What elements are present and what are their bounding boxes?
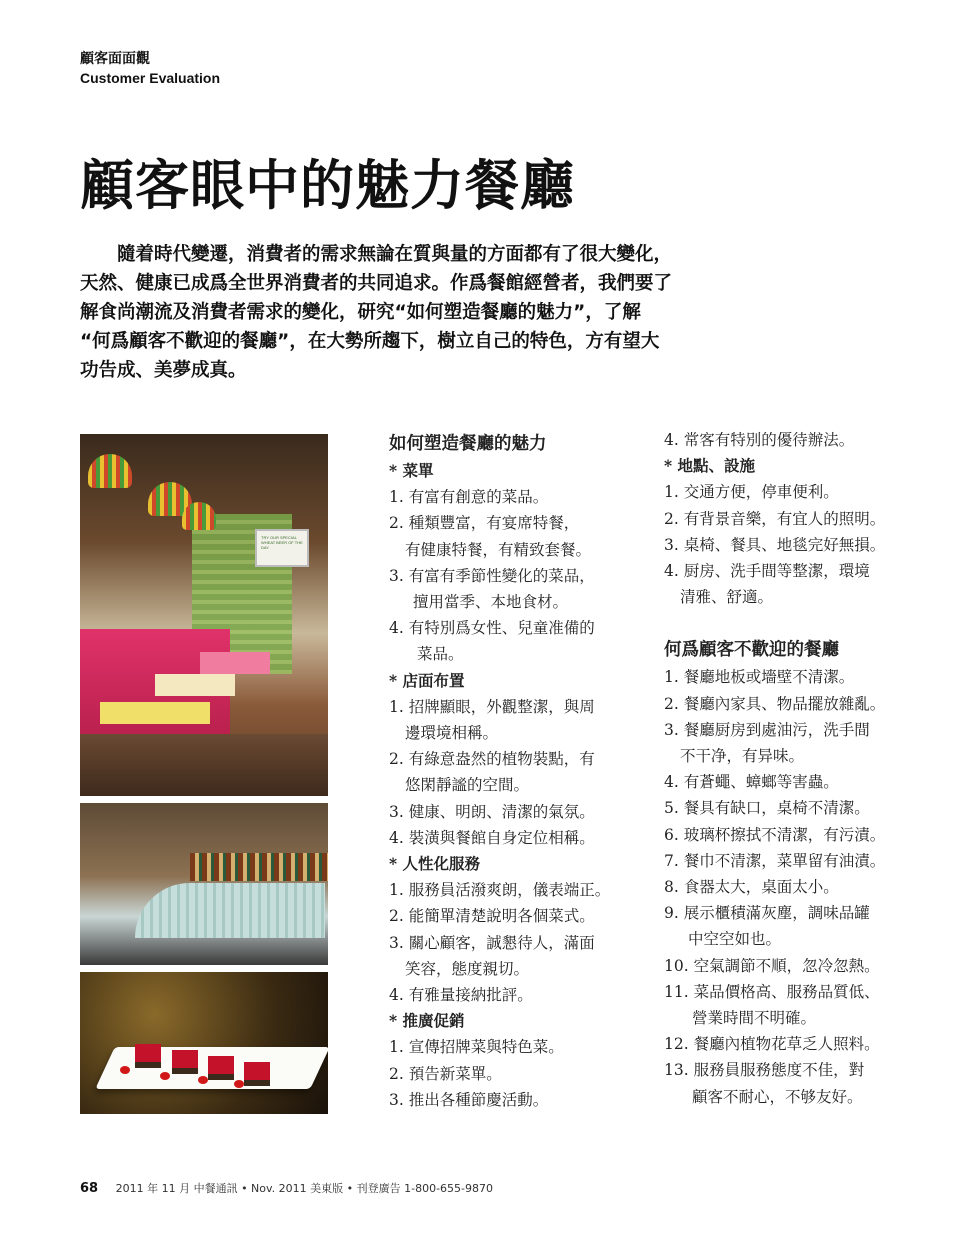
- list-item-continuation: 中空空如也。: [688, 930, 782, 949]
- strawberry: [198, 1076, 208, 1084]
- bar-counter-photo: [80, 803, 328, 965]
- footer-text: 2011 年 11 月 中餐通訊 • Nov. 2011 美東版 • 刊登廣告 1-800-655-9870: [115, 1182, 494, 1195]
- list-item-continuation: 悠閑靜謐的空間。: [405, 776, 530, 795]
- section-label-en: Customer Evaluation: [80, 70, 221, 86]
- list-item: 2. 種類豐富，有宴席特餐，: [389, 514, 580, 533]
- list-item: 4. 常客有特別的優待辦法。: [664, 431, 855, 449]
- pendant-lamp: [182, 502, 216, 530]
- section-heading: 何爲顧客不歡迎的餐廳: [664, 640, 839, 661]
- list-item: 11. 菜品價格高、服務品質低、: [664, 982, 880, 1001]
- list-item-continuation: 笑容，態度親切。: [405, 959, 530, 978]
- pendant-lamp: [88, 454, 132, 488]
- category-heading: * 地點、設施: [664, 456, 756, 476]
- wall-sign-text: TRY OUR SPECIAL WHEAT BEER OF THE DAY: [261, 535, 303, 550]
- strawberry: [234, 1080, 244, 1088]
- list-item: 3. 餐廳厨房到處油污，洗手間: [664, 720, 870, 739]
- floor: [80, 734, 328, 796]
- dessert-piece: [244, 1062, 270, 1086]
- intro-line: 天然、健康已成爲全世界消費者的共同追求。作爲餐館經營者，我們要了: [80, 273, 673, 294]
- list-item: 4. 有特別爲女性、兒童准備的: [389, 619, 595, 638]
- dessert-plate-photo: [80, 972, 328, 1114]
- bottle-shelf: [190, 853, 328, 881]
- page-footer: [80, 1180, 493, 1196]
- list-item: 1. 交通方便，停車便利。: [664, 483, 839, 502]
- list-item: 4. 厨房、洗手間等整潔，環境: [664, 562, 870, 581]
- list-item: 1. 服務員活潑爽朗，儀表端正。: [389, 881, 611, 900]
- category-heading: * 人性化服務: [389, 854, 481, 874]
- list-item: 12. 餐廳內植物花草乏人照料。: [664, 1035, 880, 1054]
- list-item: 3. 關心顧客，誠懇待人，滿面: [389, 933, 595, 952]
- bar-counter: [135, 883, 325, 938]
- page-number: 68: [80, 1181, 99, 1196]
- article-title: 顧客眼中的魅力餐廳: [80, 153, 575, 217]
- list-item-continuation: 顧客不耐心，不够友好。: [692, 1087, 863, 1106]
- list-item: 5. 餐具有缺口，桌椅不清潔。: [664, 799, 870, 818]
- dessert-piece: [172, 1050, 198, 1074]
- section-label-zh: 顧客面面觀: [80, 51, 150, 67]
- list-item-continuation: 擅用當季、本地食材。: [413, 593, 569, 612]
- list-item: 9. 展示櫃積滿灰塵，調味品罐: [664, 904, 870, 923]
- list-item: 13. 服務員服務態度不佳，對: [664, 1061, 865, 1080]
- intro-line: “何爲顧客不歡迎的餐廳”，在大勢所趨下，樹立自己的特色，方有望大: [80, 331, 660, 352]
- table: [200, 652, 270, 674]
- list-item-continuation: 清雅、舒適。: [680, 588, 774, 607]
- list-item: 4. 裝潢與餐館自身定位相稱。: [389, 828, 595, 847]
- list-item: 1. 有富有創意的菜品。: [389, 488, 549, 507]
- list-item: 7. 餐巾不清潔，菜單留有油漬。: [664, 851, 886, 870]
- category-heading: * 菜單: [389, 461, 434, 480]
- dessert-piece: [208, 1056, 234, 1080]
- spacer: [664, 610, 924, 636]
- section-heading: 如何塑造餐廳的魅力: [389, 434, 547, 454]
- list-item: 2. 有背景音樂，有宜人的照明。: [664, 509, 886, 528]
- list-item: 3. 健康、明朗、清潔的氣氛。: [389, 802, 595, 821]
- list-item: 8. 食器太大，桌面太小。: [664, 878, 839, 897]
- list-item: 3. 有富有季節性變化的菜品，: [389, 566, 595, 585]
- strawberry: [160, 1072, 170, 1080]
- list-item: 3. 推出各種節慶活動。: [389, 1090, 549, 1109]
- list-item: 2. 有綠意盎然的植物裝點，有: [389, 750, 595, 769]
- list-item-continuation: 有健康特餐，有精致套餐。: [405, 540, 592, 559]
- dessert-piece: [135, 1044, 161, 1068]
- wall-sign: [255, 529, 309, 567]
- list-item: 4. 有雅量接納批評。: [389, 986, 533, 1005]
- avoid-column: [664, 427, 924, 1110]
- list-item: 2. 能簡單清楚說明各個菜式。: [389, 907, 595, 926]
- intro-line: 隨着時代變遷，消費者的需求無論在質與量的方面都有了很大變化，: [117, 244, 673, 265]
- table: [100, 702, 210, 724]
- intro-line: 功告成、美夢成真。: [80, 360, 247, 381]
- list-item-continuation: 不干净，有异味。: [680, 747, 805, 766]
- list-item: 1. 餐廳地板或墻壁不清潔。: [664, 668, 855, 687]
- category-heading: * 店面布置: [389, 670, 465, 690]
- intro-paragraph: [80, 240, 752, 385]
- attraction-column: [389, 430, 639, 1113]
- list-item: 2. 預告新菜單。: [389, 1064, 502, 1083]
- intro-line: 解食尚潮流及消費者需求的變化，研究“如何塑造餐廳的魅力”，了解: [80, 302, 641, 323]
- list-item-continuation: 邊環境相稱。: [405, 724, 499, 743]
- section-label: [80, 50, 220, 88]
- restaurant-interior-photo: [80, 434, 328, 796]
- table: [155, 674, 235, 696]
- list-item-continuation: 菜品。: [417, 645, 464, 664]
- list-item: 3. 桌椅、餐具、地毯完好無損。: [664, 535, 886, 554]
- list-item: 6. 玻璃杯擦拭不清潔，有污漬。: [664, 825, 886, 844]
- list-item-continuation: 營業時間不明確。: [692, 1009, 817, 1028]
- category-heading: * 推廣促銷: [389, 1011, 465, 1031]
- list-item: 10. 空氣調節不順，忽冷忽熱。: [664, 956, 880, 975]
- strawberry: [120, 1066, 130, 1074]
- list-item: 2. 餐廳內家具、物品擺放雜亂。: [664, 694, 886, 713]
- list-item: 1. 招牌顯眼，外觀整潔，與周: [389, 697, 595, 716]
- list-item: 4. 有蒼蠅、蟑螂等害蟲。: [664, 773, 839, 792]
- list-item: 1. 宣傳招牌菜與特色菜。: [389, 1038, 564, 1057]
